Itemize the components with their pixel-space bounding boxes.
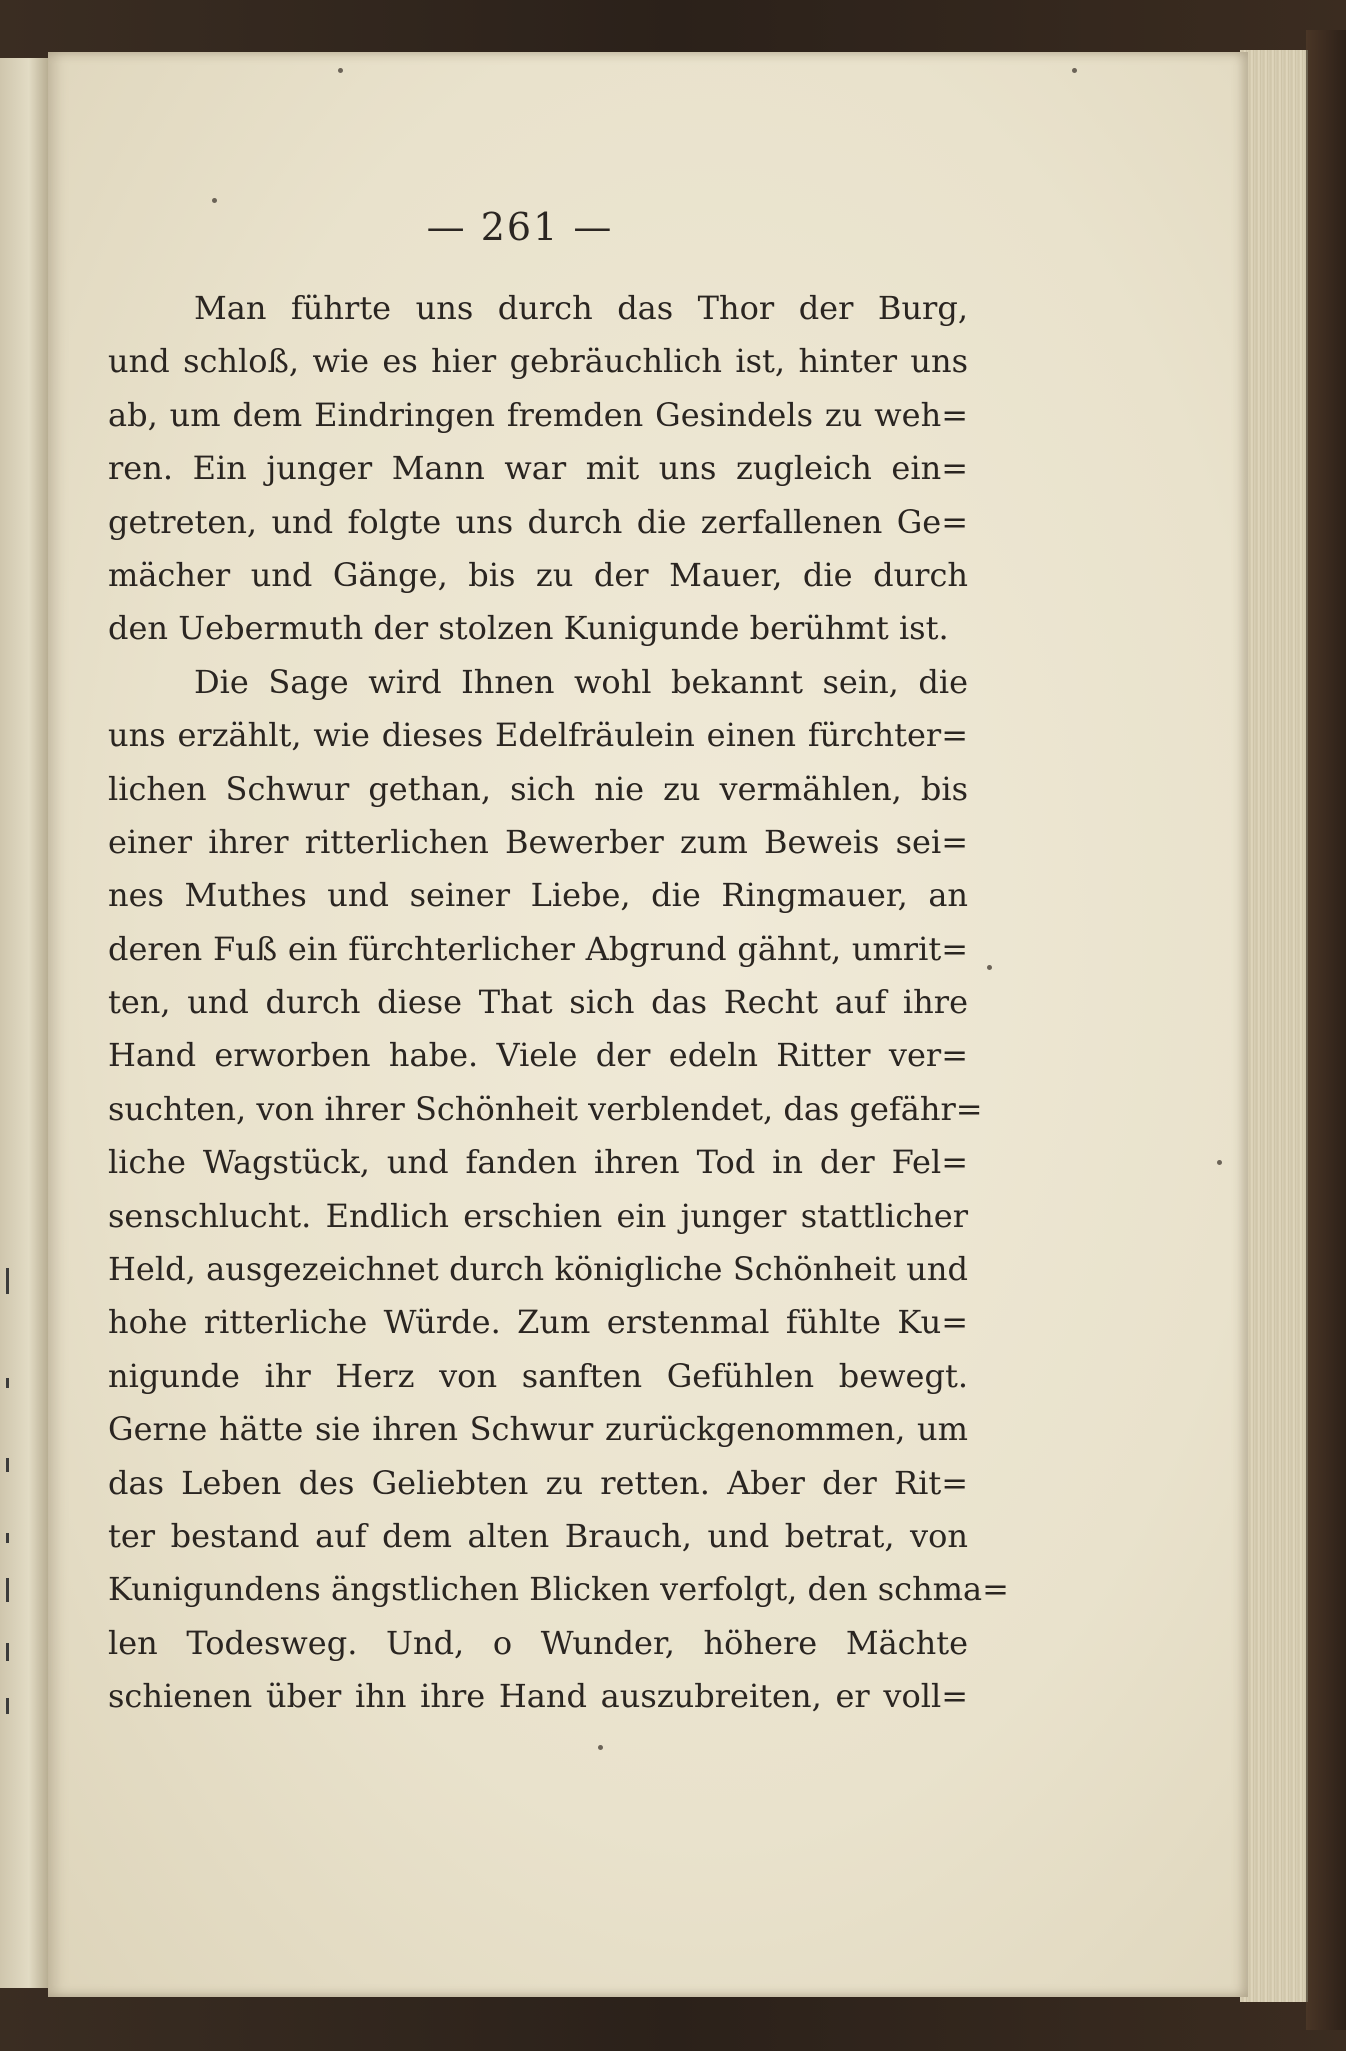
paragraph: [108, 656, 1009, 1724]
text-line: uns erzählt, wie dieses Edelfräulein einen fürchter=: [108, 716, 968, 755]
text-line: lichen Schwur gethan, sich nie zu vermählen, bis: [108, 769, 968, 808]
text-line: mächer und Gänge, bis zu der Mauer, die durch: [108, 555, 968, 594]
paper-speck: [987, 965, 992, 970]
text-line: Man führte uns durch das Thor der Burg,: [194, 289, 968, 327]
text-line: Hand erworben habe. Viele der edeln Ritter ver=: [108, 1036, 968, 1075]
text-line: suchten, von ihrer Schönheit verblendet, das gefähr=: [108, 1089, 983, 1128]
page-number: — 261 —: [426, 205, 614, 249]
text-line: schienen über ihn ihre Hand auszubreiten, er voll=: [108, 1677, 968, 1716]
paper-speck: [1217, 1160, 1222, 1165]
text-line: nigunde ihr Herz von sanften Gefühlen bewegt.: [108, 1356, 968, 1395]
book-spine: [1306, 30, 1346, 2030]
text-line: senschlucht. Endlich erschien ein junger stattlicher: [108, 1196, 968, 1235]
text-line: das Leben des Geliebten zu retten. Aber der Rit=: [108, 1463, 968, 1502]
text-line: deren Fuß ein fürchterlicher Abgrund gähnt, umrit=: [108, 929, 968, 968]
paragraph: [108, 282, 968, 656]
text-line: einer ihrer ritterlichen Bewerber zum Beweis sei=: [108, 822, 968, 861]
text-line: und schloß, wie es hier gebräuchlich ist, hinter uns: [108, 342, 968, 381]
text-line: hohe ritterliche Würde. Zum erstenmal fühlte Ku=: [108, 1303, 968, 1342]
body-text: [108, 282, 1009, 1724]
text-line: ter bestand auf dem alten Brauch, und betrat, von: [108, 1516, 968, 1555]
text-line: Die Sage wird Ihnen wohl bekannt sein, die: [194, 662, 968, 701]
text-line: ab, um dem Eindringen fremden Gesindels zu weh=: [108, 395, 968, 434]
facing-page-edge: [0, 58, 50, 1988]
paper-speck: [1072, 68, 1077, 73]
page-stack-edges: [1240, 50, 1308, 2002]
text-line: getreten, und folgte uns durch die zerfallenen Ge=: [108, 502, 968, 541]
text-line: Held, ausgezeichnet durch königliche Schönheit und: [108, 1250, 968, 1289]
text-line: Gerne hätte sie ihren Schwur zurückgenommen, um: [108, 1410, 968, 1449]
text-line: ren. Ein junger Mann war mit uns zugleich ein=: [108, 449, 968, 488]
text-line: nes Muthes und seiner Liebe, die Ringmauer, an: [108, 876, 968, 915]
text-line: liche Wagstück, und fanden ihren Tod in der Fel=: [108, 1143, 968, 1182]
text-line: len Todesweg. Und, o Wunder, höhere Mächte: [108, 1623, 968, 1662]
text-line: den Uebermuth der stolzen Kunigunde berühmt ist.: [108, 609, 949, 648]
paper-speck: [598, 1745, 603, 1750]
paper-speck: [338, 68, 343, 73]
paper-speck: [212, 198, 217, 203]
text-line: ten, und durch diese That sich das Recht auf ihre: [108, 983, 968, 1022]
text-line: Kunigundens ängstlichen Blicken verfolgt, den schma=: [108, 1570, 1009, 1609]
